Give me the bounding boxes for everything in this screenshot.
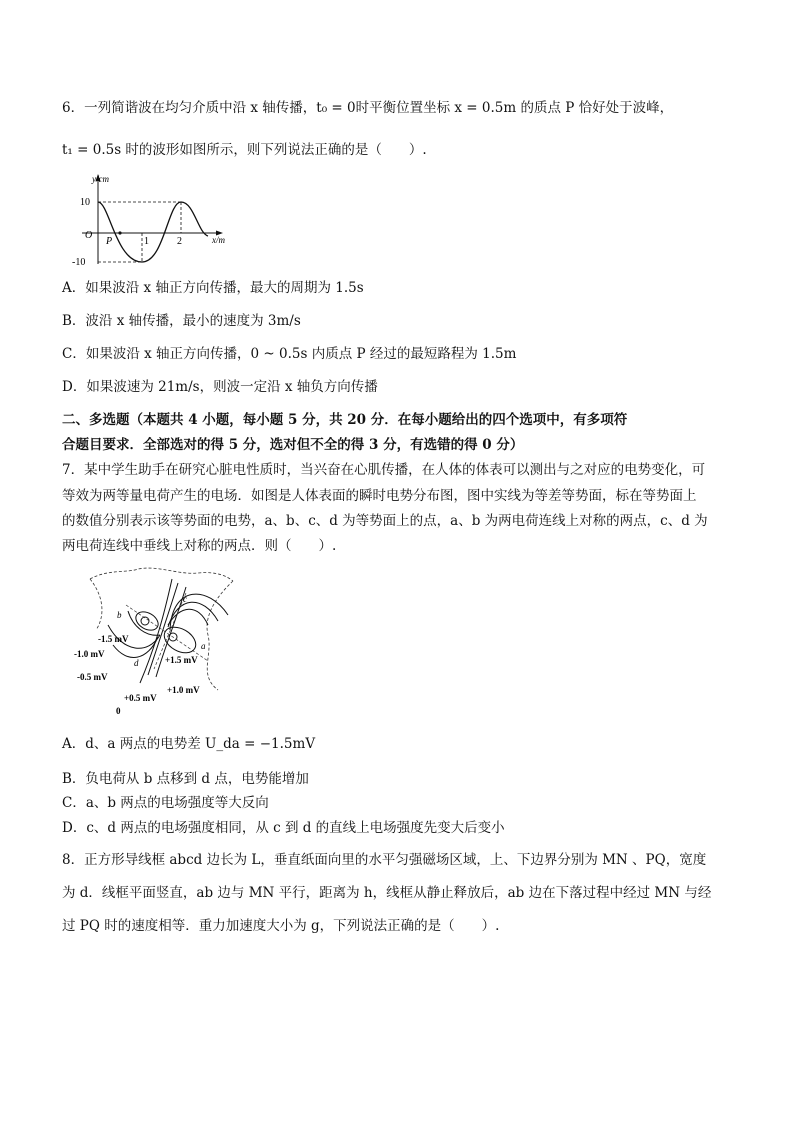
q7-stem-line3: 的数值分别表示该等势面的电势，a、b、c、d 为等势面上的点，a、b 为两电荷连线上对称的两点，c、d 为 (62, 513, 708, 529)
y-tick-neg10: -10 (72, 257, 86, 268)
q7-option-d: D．c、d 两点的电场强度相同，从 c 到 d 的直线上电场强度先变大后变小 (62, 820, 505, 836)
label-pos1-0: +1.0 mV (167, 685, 200, 695)
q6-stem-line2: t₁ = 0.5s 时的波形如图所示，则下列说法正确的是（ ）. (62, 142, 427, 158)
label-neg1-5: -1.5 mV (98, 634, 129, 644)
x-tick-1: 1 (144, 236, 149, 247)
y-axis-label: y/cm (92, 174, 109, 184)
label-pos1-5: +1.5 mV (165, 655, 198, 665)
section2-heading-line1: 二、多选题（本题共 4 小题，每小题 5 分，共 20 分．在每小题给出的四个选项中，有多项符 (62, 412, 628, 428)
q8-stem-line3: 过 PQ 时的速度相等．重力加速度大小为 g，下列说法正确的是（ ）. (62, 918, 500, 934)
q7-option-a: A．d、a 两点的电势差 U_da = −1.5mV (62, 736, 316, 752)
y-tick-10: 10 (80, 197, 90, 208)
label-d: d (134, 658, 139, 668)
x-tick-2: 2 (177, 236, 182, 247)
q6-option-b: B．波沿 x 轴传播，最小的速度为 3m/s (62, 313, 301, 329)
label-neg1-0: -1.0 mV (74, 649, 105, 659)
q7-stem-line1: 7．某中学生助手在研究心脏电性质时，当兴奋在心肌传播，在人体的体表可以测出与之对应的电势变化，可 (62, 462, 706, 478)
q6-stem-line1: 6．一列简谐波在均匀介质中沿 x 轴传播，t₀ = 0时平衡位置坐标 x = 0.5m 的质点 P 恰好处于波峰， (62, 100, 674, 116)
q8-stem-line1: 8．正方形导线框 abcd 边长为 L，垂直纸面向里的水平匀强磁场区域，上、下边界分别为 MN 、PQ，宽度 (62, 852, 707, 868)
q6-option-c: C．如果波沿 x 轴正方向传播，0 ~ 0.5s 内质点 P 经过的最短路程为 1.5m (62, 346, 517, 362)
q6-option-d: D．如果波速为 21m/s，则波一定沿 x 轴负方向传播 (62, 379, 378, 395)
q7-option-c: C．a、b 两点的电场强度等大反向 (62, 795, 269, 811)
section2-heading-line2: 合题目要求．全部选对的得 5 分，选对但不全的得 3 分，有选错的得 0 分） (62, 437, 524, 453)
label-a: a (201, 641, 206, 651)
potential-figure (68, 565, 248, 715)
wave-figure (68, 170, 248, 270)
point-p-label: P (106, 236, 113, 247)
q8-stem-line2: 为 d．线框平面竖直，ab 边与 MN 平行，距离为 h，线框从静止释放后，ab 边在下落过程中经过 MN 与经 (62, 885, 712, 901)
q7-stem-line2: 等效为两等量电荷产生的电场．如图是人体表面的瞬时电势分布图，图中实线为等差等势面，标在等势面上 (62, 488, 697, 504)
label-zero: 0 (116, 706, 121, 715)
label-c: c (183, 594, 187, 604)
origin-label: O (85, 230, 93, 241)
label-neg0-5: -0.5 mV (77, 672, 108, 682)
label-pos0-5: +0.5 mV (124, 693, 157, 703)
label-b: b (117, 610, 122, 620)
x-axis-label: x/m (212, 235, 225, 245)
q7-option-b: B．负电荷从 b 点移到 d 点，电势能增加 (62, 771, 309, 787)
wave-curve (98, 202, 208, 262)
q7-stem-line4: 两电荷连线中垂线上对称的两点．则（ ）. (62, 538, 337, 554)
q6-option-a: A．如果波沿 x 轴正方向传播，最大的周期为 1.5s (62, 280, 364, 296)
